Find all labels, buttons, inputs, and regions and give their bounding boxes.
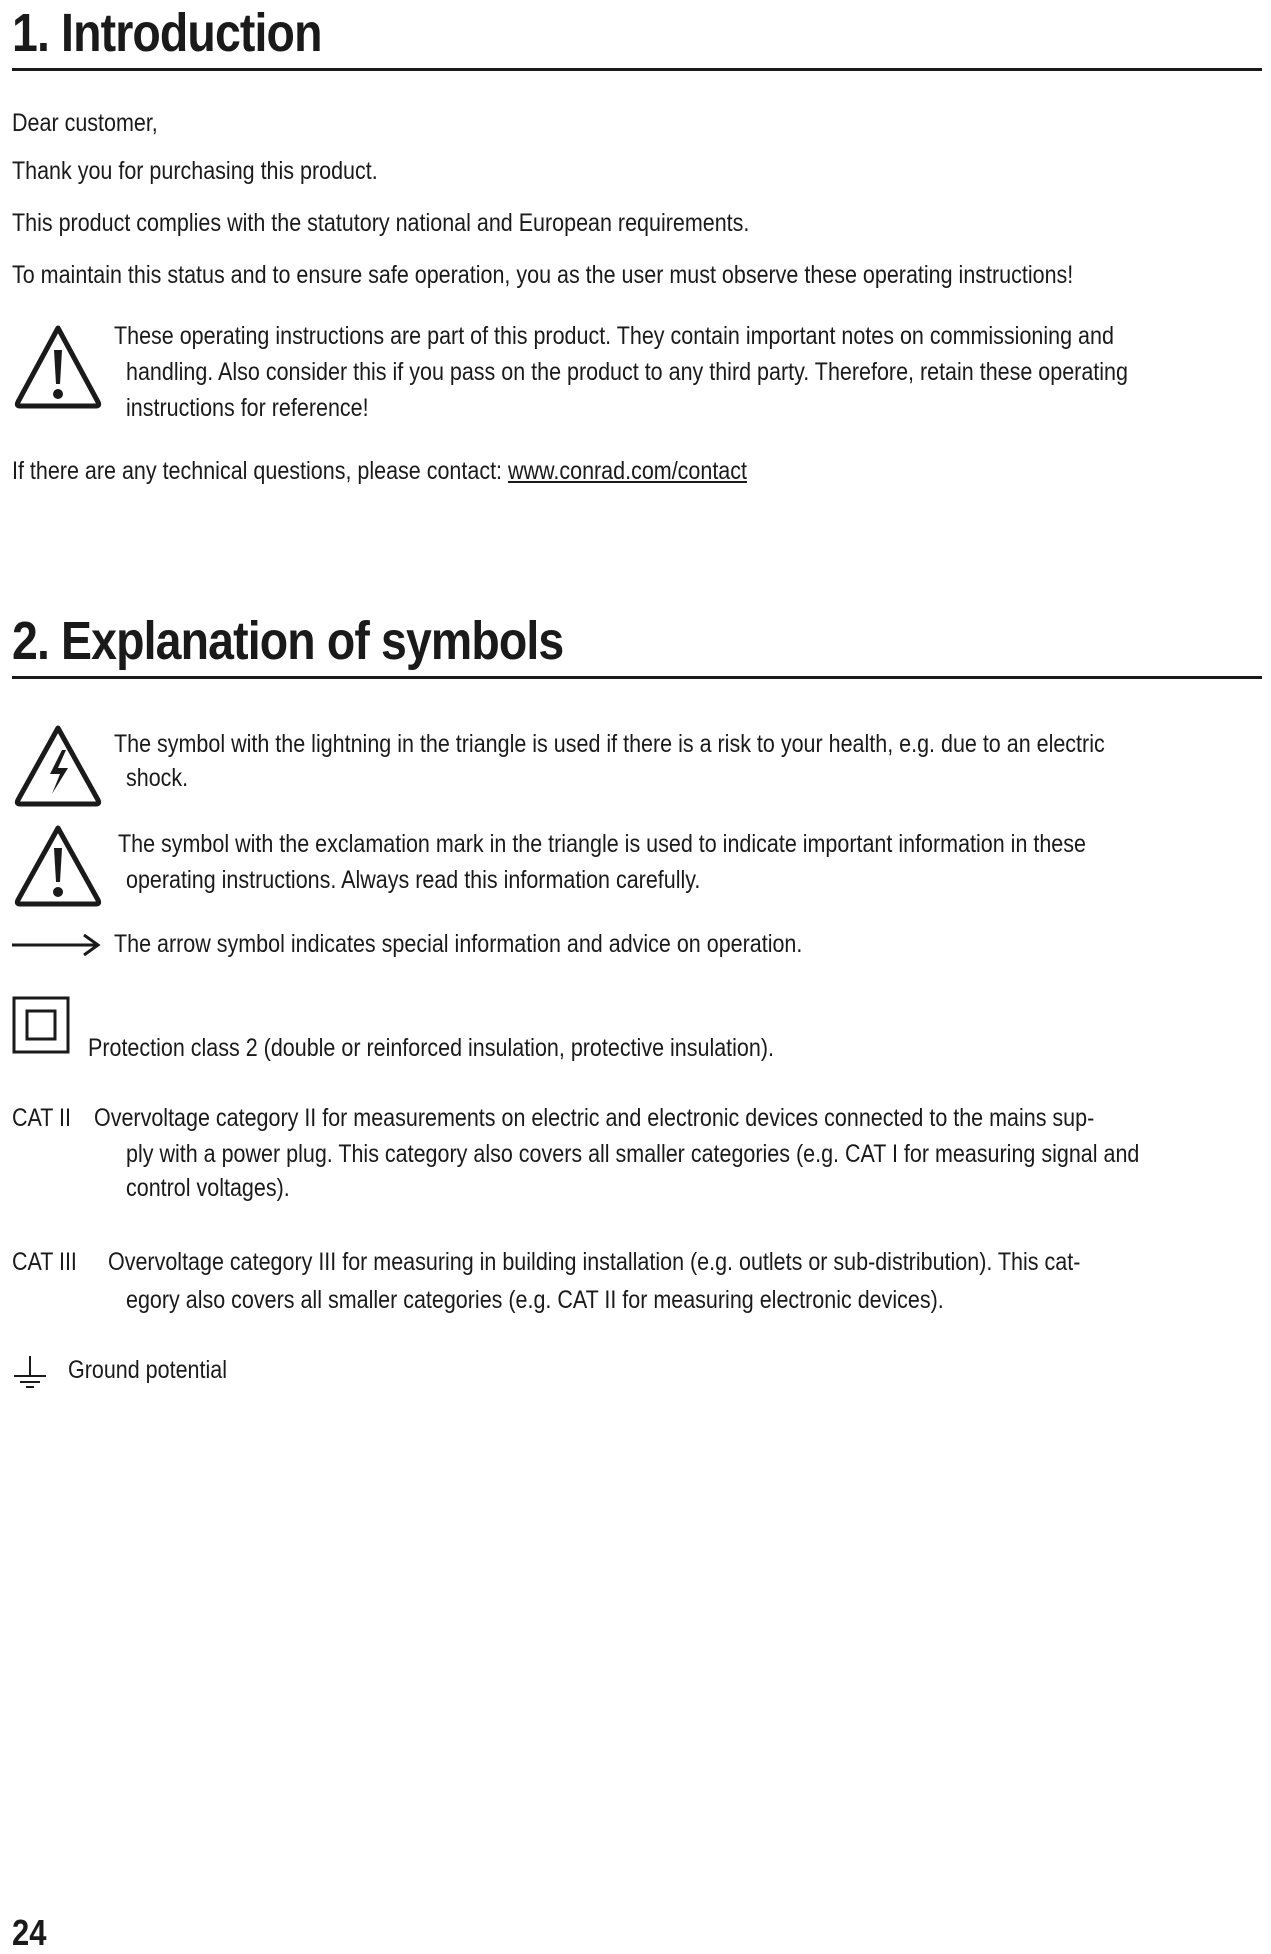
lightning-line-1: The symbol with the lightning in the triangle is used if there is a risk to your health, e.g. due to an electric <box>114 730 1105 758</box>
protection-text: Protection class 2 (double or reinforced insulation, protective insulation). <box>88 1034 774 1062</box>
ground-text: Ground potential <box>68 1356 227 1384</box>
contact-line <box>12 456 747 486</box>
page-number: 24 <box>12 1912 47 1953</box>
arrow-icon <box>12 930 102 960</box>
lightning-line-2: shock. <box>126 764 189 792</box>
warning-exclamation-icon <box>12 322 104 410</box>
cat3-label: CAT III <box>12 1248 77 1276</box>
warning-line-1: These operating instructions are part of this product. They contain important notes on commissioning and <box>114 322 1114 350</box>
arrow-text: The arrow symbol indicates special information and advice on operation. <box>114 930 803 958</box>
exclamation-warning-icon <box>12 822 104 908</box>
section-1-title: 1. Introduction <box>12 3 322 63</box>
section-1-rule <box>12 68 1262 71</box>
section-2-title: 2. Explanation of symbols <box>12 611 564 671</box>
greeting: Dear customer, <box>12 109 158 137</box>
cat2-line-3: control voltages). <box>126 1174 290 1202</box>
protection-class-2-icon <box>12 996 72 1056</box>
contact-link[interactable]: www.conrad.com/contact <box>507 457 747 485</box>
warning-line-2: handling. Also consider this if you pass on the product to any third party. Therefore, retain these operating <box>126 358 1128 386</box>
cat3-line-1: Overvoltage category III for measuring in building installation (e.g. outlets or sub-distribution). This cat- <box>108 1248 1081 1276</box>
compliance-text: This product complies with the statutory national and European requirements. <box>12 209 750 237</box>
cat2-line-1: Overvoltage category II for measurements on electric and electronic devices connected to the mains sup- <box>94 1104 1095 1132</box>
lightning-warning-icon <box>12 722 104 808</box>
thanks-text: Thank you for purchasing this product. <box>12 157 378 185</box>
exclamation-line-2: operating instructions. Always read this information carefully. <box>126 866 701 894</box>
contact-text: If there are any technical questions, please contact: <box>12 457 508 485</box>
cat2-label: CAT II <box>12 1104 71 1132</box>
exclamation-line-1: The symbol with the exclamation mark in the triangle is used to indicate important information in these <box>118 830 1086 858</box>
cat2-line-2: ply with a power plug. This category also covers all smaller categories (e.g. CAT I for measuring signal and <box>126 1140 1140 1168</box>
maintain-text: To maintain this status and to ensure safe operation, you as the user must observe these operating instructions! <box>12 261 1074 289</box>
section-2-rule <box>12 676 1262 679</box>
warning-line-3: instructions for reference! <box>126 394 369 422</box>
cat3-line-2: egory also covers all smaller categories (e.g. CAT II for measuring electronic devices). <box>126 1286 944 1314</box>
ground-icon <box>12 1354 48 1390</box>
